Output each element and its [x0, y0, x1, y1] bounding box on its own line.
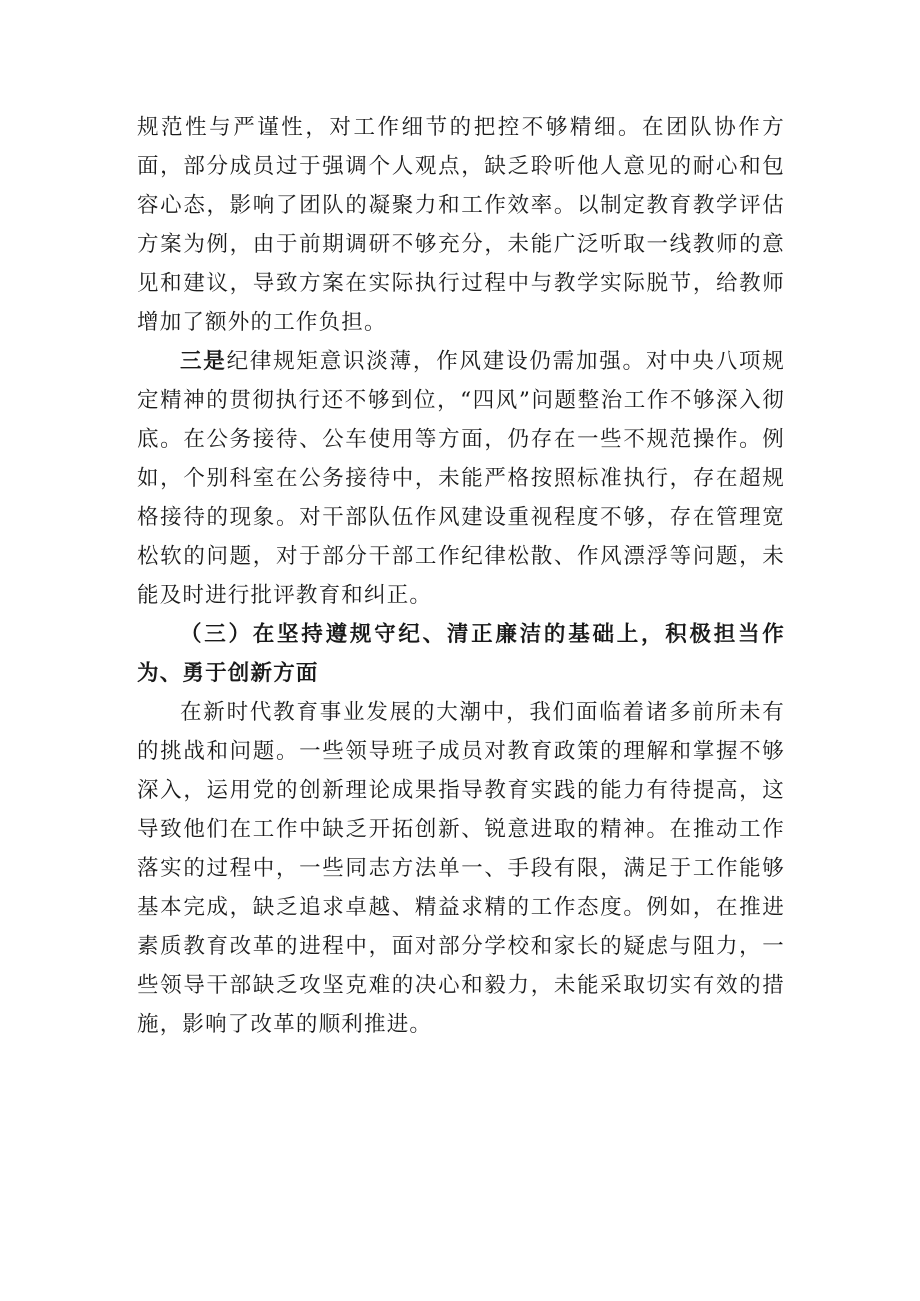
body-text	[137, 108, 785, 1044]
paragraph-section-body: 在新时代教育事业发展的大潮中，我们面临着诸多前所未有的挑战和问题。一些领导班子成员对教育政策的理解和掌握不够深入，运用党的创新理论成果指导教育实践的能力有待提高，这导致他们在工作中缺乏开拓创新、锐意进取的精神。在推动工作落实的过程中，一些同志方法单一、手段有限，满足于工作能够基本完成，缺乏追求卓越、精益求精的工作态度。例如，在推进素质教育改革的进程中，面对部分学校和家长的疑虑与阻力，一些领导干部缺乏攻坚克难的决心和毅力，未能采取切实有效的措施，影响了改革的顺利推进。	[137, 700, 785, 1037]
section-heading: （三）在坚持遵规守纪、清正廉洁的基础上，积极担当作为、勇于创新方面	[137, 622, 785, 686]
paragraph-body: 纪律规矩意识淡薄，作风建设仍需加强。对中央八项规定精神的贯彻执行还不够到位，“四风”问题整治工作不够深入彻底。在公务接待、公车使用等方面，仍存在一些不规范操作。例如，个别科室在公务接待中，未能严格按照标准执行，存在超规格接待的现象。对干部队伍作风建设重视程度不够，存在管理宽松软的问题，对于部分干部工作纪律松散、作风漂浮等问题，未能及时进行批评教育和纠正。	[137, 349, 785, 608]
paragraph-lead: 三是	[180, 349, 227, 374]
paragraph-point-three	[137, 342, 785, 615]
paragraph-continuation: 规范性与严谨性，对工作细节的把控不够精细。在团队协作方面，部分成员过于强调个人观点，缺乏聆听他人意见的耐心和包容心态，影响了团队的凝聚力和工作效率。以制定教育教学评估方案为例，由于前期调研不够充分，未能广泛听取一线教师的意见和建议，导致方案在实际执行过程中与教学实际脱节，给教师增加了额外的工作负担。	[137, 115, 785, 335]
